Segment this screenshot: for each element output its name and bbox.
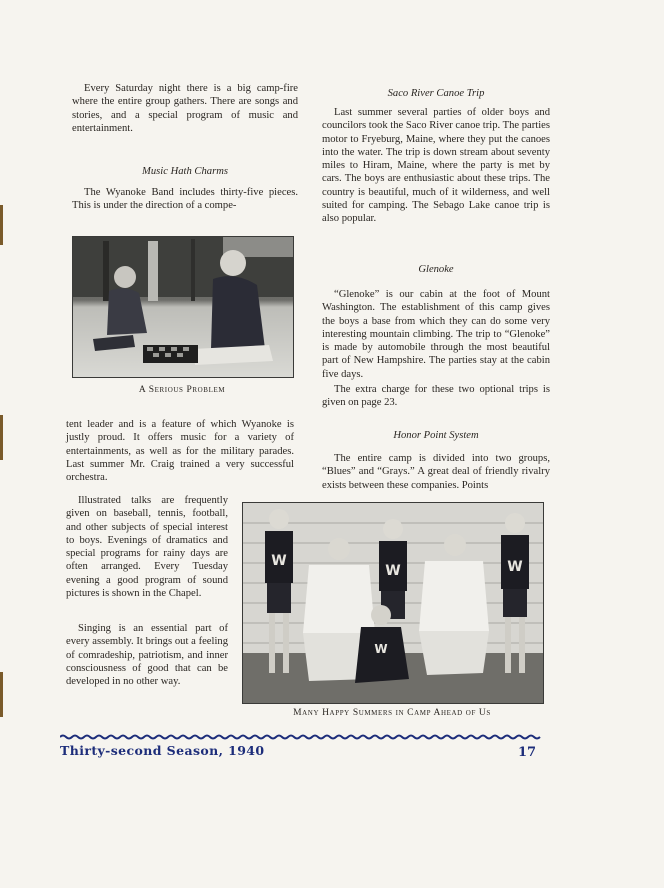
paragraph-saco-river: Last summer several parties of older boys and councilors took the Saco River canoe trip. The parties motor to Fryeburg, Maine, where they put the canoes into the water. The trip is down stream about seventy miles to Hiram, Maine, where the party is met by cars. The boys are enthusiastic about these trips. The country is beautiful, much of it wilderness, and well suited for camping. The Sebago Lake canoe trip is also popular. (322, 107, 550, 225)
jersey-letter: W (271, 553, 287, 569)
binding-mark (0, 672, 3, 717)
binding-mark (0, 205, 3, 245)
footer-season-title: Thirty-second Season, 1940 (60, 743, 265, 758)
photo-caption-group: Many Happy Summers in Camp Ahead of Us (293, 708, 491, 718)
photo-group-campers (242, 502, 544, 704)
photo-serious-problem (72, 236, 294, 378)
paragraph-singing: Singing is an essential part of every assembly. It brings out a feeling of comradeship, patriotism, and inner consciousness of good that can be developed in no other way. (66, 623, 228, 688)
heading-saco-river-canoe-trip: Saco River Canoe Trip (387, 88, 485, 99)
jersey-letter: W (374, 642, 388, 656)
heading-honor-point-system: Honor Point System (393, 430, 479, 441)
photo-caption-serious-problem: A Serious Problem (138, 385, 226, 395)
paragraph-illustrated-talks: Illustrated talks are frequently given on baseball, tennis, football, and other subjects of special interest to boys. Evenings of dramatics and special programs for rainy days are often arranged. Every Tuesday evening a good program of sound pictures is shown in the Chapel. (66, 495, 228, 600)
footer-wavy-rule (60, 734, 542, 740)
paragraph-honor-point: The entire camp is divided into two groups, “Blues” and “Grays.” A great deal of friendly rivalry exists between these companies. Points (322, 453, 550, 491)
jersey-letter: W (385, 563, 401, 579)
photo-boys-checkers-image (73, 237, 293, 377)
photo-group-campers-image (243, 503, 543, 703)
heading-glenoke: Glenoke (418, 264, 454, 275)
jersey-letter: W (507, 559, 523, 575)
heading-music-hath-charms: Music Hath Charms (142, 166, 228, 177)
paragraph-tent-leader: tent leader and is a feature of which Wyanoke is justly proud. It offers music for a variety of entertainments, as well as for the military parades. Last summer Mr. Craig trained a very successful orchestra. (66, 419, 294, 484)
binding-mark (0, 415, 3, 460)
paragraph-campfire: Every Saturday night there is a big camp-fire where the entire group gathers. There are songs and stories, and a special program of music and entertainment. (72, 83, 298, 134)
paragraph-glenoke: “Glenoke” is our cabin at the foot of Mount Washington. The establishment of this camp gives the boys a base from which they can do some very interesting mountain climbing. The trip to “Glenoke” is made by automobile through the most beautiful part of New Hampshire. The parties stay at the cabin five days. The extra charge for these two optional trips is given on page 23. (322, 289, 550, 409)
paragraph-band: The Wyanoke Band includes thirty-five pieces. This is under the direction of a compe- (72, 187, 298, 212)
page-number: 17 (518, 745, 537, 760)
